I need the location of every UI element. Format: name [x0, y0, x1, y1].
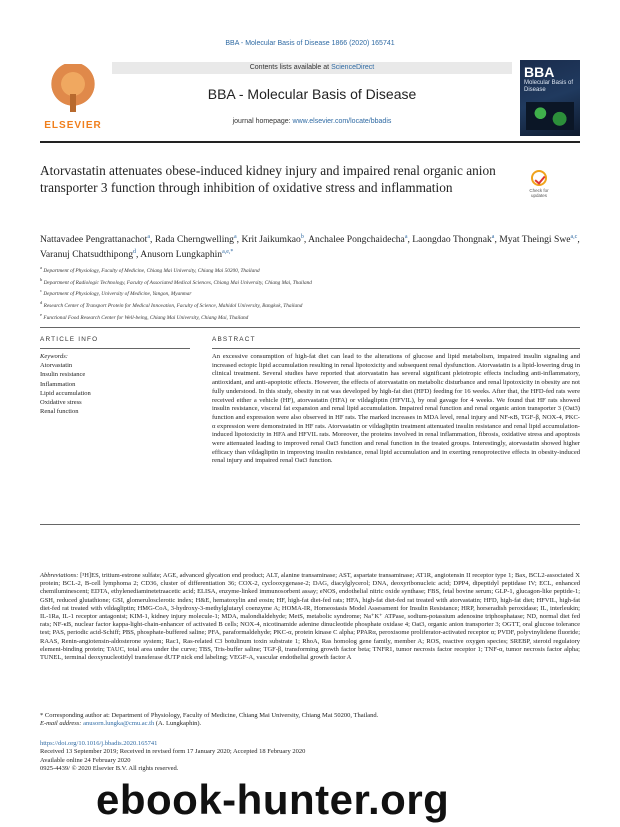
section-divider [40, 327, 580, 328]
homepage-line: journal homepage: www.elsevier.com/locate/bbadis [232, 118, 392, 125]
keyword-item[interactable]: Insulin resistance [40, 371, 86, 379]
abstract-heading: ABSTRACT [212, 336, 256, 343]
correspondence-note: * Corresponding author at: Department of Physiology, Faculty of Medicine, Chiang Mai University, Chiang Mai 50200, Thailand. E-mail address: anusorn.lungka@cmu.ac.th (A. Lungkaphin). [40, 712, 379, 728]
journal-citation[interactable]: BBA - Molecular Basis of Disease 1866 (2020) 165741 [225, 40, 395, 47]
affiliation-item: $^a$ Department of Physiology, Faculty of Medicine, Chiang Mai University, Chiang Mai 50200, Thailand [40, 265, 260, 274]
author-list: Nattavadee Pengrattanachot$^a$, Rada Cherngwelling$^a$, Krit Jaikumkao$^b$, Anchalee Pongchaidecha$^a$, Laongdao Thongnak$^a$, Myat Theingi Swe$^{a,c}$, Varanuj Chatsudthipong$^d$, Anusorn Lungkaphin$^{a,e,*}$ [40, 234, 580, 261]
keyword-item[interactable]: Inflammation [40, 380, 76, 388]
journal-header [40, 60, 580, 138]
abstract-body: An excessive consumption of high-fat diet can lead to the alterations of glucose and lipid metabolism, impaired insulin signaling and increased ectopic lipid accumulation resulting in renal lipotoxicity and subsequent renal dysfunction. Atorvastatin is a lipid-lowering drug in clinical treatment. Several studies have reported that atorvastatin has several significant pleiotropic effects including anti-inflammatory, antioxidant, and anti-apoptotic effects. However, the effects of atorvastatin on metabolic disturbance and renal lipotoxicity in obesity are not fully understood. In this study, obesity in rat was developed by high-fat diet (HFD) feeding for 16 weeks. After that, the HFD-fed rats were received either a vehicle (HF), atorvastatin (HFA) or vildagliptin (HFVIL), by oral gavage for 4 weeks. We found that HF rats showed insulin resistance, visceral fat expansion and renal lipid accumulation. Impaired renal function and renal organic anion transporter 3 (Oat3) function and expression were also observed in HF rats. The marked increases in MDA level, renal injury and NF-κB, TGF-β, NOX-4, PKC-α expression were demonstrated in HF rats. Atorvastatin or vildagliptin treatment attenuated insulin resistance and renal lipid accumulation-induced lipotoxicity in HFA and HFVIL rats. Moreover, the proteins involved in renal inflammation, fibrosis, oxidative stress and apoptosis were attenuated leading to improved renal Oat3 function and renal function in the treated groups. Interestingly, atorvastatin showed higher efficacy than vildagliptin in improving insulin resistance, renal lipid accumulation and in exerting renoprotective effects in obesity-induced renal injury and impaired renal Oat3 function. [212, 353, 580, 465]
keyword-item[interactable]: Lipid accumulation [40, 389, 91, 397]
received-dates: Received 13 September 2019; Received in revised form 17 January 2020; Accepted 18 February 2020 [40, 748, 306, 756]
publisher-name: ELSEVIER [44, 120, 102, 131]
header-divider [40, 141, 580, 143]
cover-image [526, 102, 574, 130]
article-title: Atorvastatin attenuates obese-induced kidney injury and impaired renal organic anion transporter 3 function through inhibition of oxidative stress and inflammation [40, 163, 496, 195]
keyword-item[interactable]: Atorvastatin [40, 362, 73, 370]
abbreviations-heading: Abbreviations: [40, 572, 79, 579]
journal-masthead [112, 60, 512, 136]
keyword-item[interactable]: Renal function [40, 408, 79, 416]
sciencedirect-link[interactable]: ScienceDirect [331, 64, 375, 71]
keywords-list [40, 352, 190, 416]
affiliation-item: $^d$ Research Center of Transport Protein for Medical Innovation, Faculty of Science, Mahidol University, Bangkok, Thailand [40, 300, 303, 309]
affiliations [40, 264, 580, 322]
abbreviations-footnote: Abbreviations: [³H]ES, tritium-estrone sulfate; AGE, advanced glycation end product; ALT, alanine transaminase; AST, aspartate transaminase; AT1R, angiotensin II receptor type 1; Bax, BCL2-associated X protein; BCL-2, B-cell lymphoma 2; CD36, cluster of differentiation 36; COX-2, cyclooxygenase-2; DAG, diacylglycerol; DNA, deoxyribonucleic acid; DPP4, dipeptidyl peptidase IV; ECL, enhanced chemiluminescent; EDTA, ethylenediaminetetraacetic acid; ELISA, enzyme-linked immunosorbent assay; eNOS, endothelial nitric oxide synthase; FBS, fetal bovine serum; GLP-1, glucagon-like peptide-1; GSH, reduced glutathione; GSI, glomerulosclerotic index; H&E, hematoxylin and eosin; HF, high-fat diet-fed rats; HFA, high-fat diet-fed rat treated with atorvastatin; HFD, high-fat diet; HFVIL, high-fat diet-fed rat treated with vildagliptin; HMG-CoA, 3-hydroxy-3-methylglutaryl coenzyme A; HOMA-IR, Homeostasis Model Assessment for Insulin Resistance; HRP, horseradish peroxidase; IL, interleukin; IL-1Ra, IL-1 receptor antagonist; KIM-1, kidney injury molecule-1; MDA, malondialdehyde; MetS, metabolic syndrome; Na⁺K⁺ ATPase, sodium-potassium adenosine triphosphatase; ND, normal diet fed rats; NF-κB, nuclear factor kappa-light-chain-enhancer of activated B cells; NOX-4, nicotinamide adenine dinucleotide phosphate oxidase 4; Oat3, organic anion transporter 3; OGTT, oral glucose tolerance test; PAS, periodic acid-Schiff; PBS, phosphate-buffered saline; PFA, paraformaldehyde; PKC-α, protein kinase C alpha; PPARα, peroxisome proliferator-activated receptor α; PVDF, polyvinylidene fluoride; RAAS, Renin-angiotensin-aldosterone system; Rac1, Ras-related C3 botulinum toxin substrate 1; RhoA, Ras homolog gene family, member A; ROS, reactive oxygen species; SREBP, steroid regulatory element-binding protein; TAUC, total area under the curve; TBS, Tris-buffer saline; TGF-β, transforming growth factor beta; TNFR1, tumor necrosis factor receptor 1; TNF-α, tumor necrosis factor alpha; TUNEL, terminal deoxynucleotidyl transferase dUTP nick end labeling; VEGF-A, vascular endothelial growth factor A [40, 572, 580, 662]
keyword-item[interactable]: Oxidative stress [40, 399, 82, 407]
section-divider [40, 348, 190, 349]
section-divider [40, 524, 580, 525]
watermark: ebook-hunter.org [96, 776, 450, 823]
online-date: Available online 24 February 2020 [40, 756, 131, 764]
affiliation-item: $^b$ Department of Radiologic Technology, Faculty of Associated Medical Sciences, Chiang Mai University, Chiang Mai, Thailand [40, 276, 312, 286]
elsevier-tree-icon [48, 64, 98, 114]
journal-cover[interactable]: BBA Molecular Basis of Disease [520, 60, 580, 136]
journal-title: BBA - Molecular Basis of Disease [207, 86, 417, 102]
affiliation-item: $^e$ Functional Food Research Center for Well-being, Chiang Mai University, Chiang Mai, Thailand [40, 311, 249, 321]
article-info-heading: ARTICLE INFO [40, 336, 99, 343]
copyright: 0925-4439/ © 2020 Elsevier B.V. All rights reserved. [40, 765, 179, 773]
publication-footer [40, 740, 580, 774]
affiliation-item: $^c$ Department of Physiology, University of Medicine, Yangon, Myanmar [40, 288, 192, 298]
keywords-heading: Keywords: [40, 353, 68, 360]
elsevier-logo[interactable] [40, 60, 106, 136]
email-link[interactable]: anusorn.lungka@cmu.ac.th [83, 720, 155, 728]
section-divider [212, 348, 580, 349]
doi-link[interactable]: https://doi.org/10.1016/j.bbadis.2020.165741 [40, 740, 158, 747]
check-icon [531, 170, 547, 186]
contents-line: Contents lists available at ScienceDirect [112, 62, 512, 74]
check-for-updates-button[interactable]: Check for updates [528, 170, 550, 198]
homepage-link[interactable]: www.elsevier.com/locate/bbadis [292, 118, 392, 125]
